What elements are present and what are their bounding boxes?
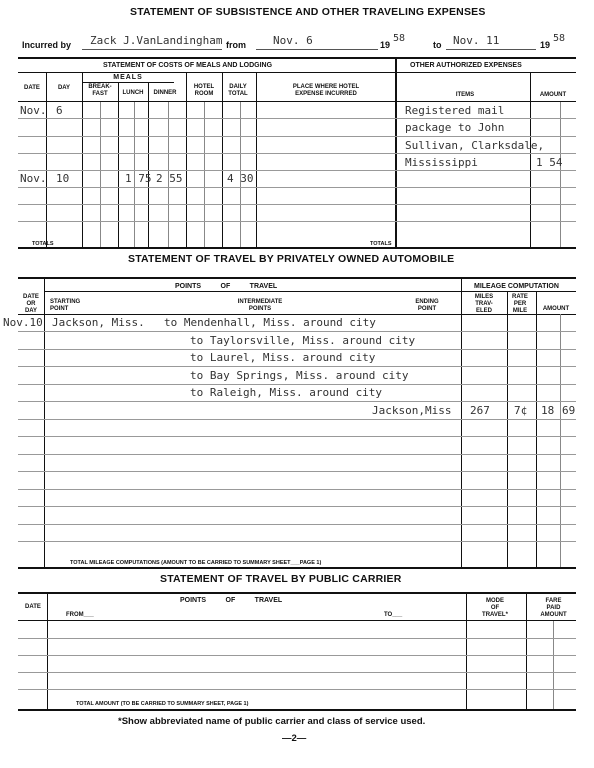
auto-col-date: DATE OR DAY: [23, 294, 39, 314]
public-from-label: FROM___: [66, 612, 94, 618]
other-item-line: Registered mail: [405, 104, 505, 117]
year-2: 58: [553, 33, 566, 44]
to-date: Nov. 11: [453, 34, 500, 47]
meals-group-header: MEALS: [113, 74, 143, 81]
auto-intermediate-point: to Bay Springs, Miss. around city: [190, 369, 409, 382]
other-item-line: package to John: [405, 121, 505, 134]
form-title: STATEMENT OF SUBSISTENCE AND OTHER TRAVELING EXPENSES: [130, 6, 486, 18]
meals-row-lunch: 1 75: [125, 172, 152, 185]
meals-col-day: DAY: [57, 85, 71, 91]
auto-col-amount: AMOUNT: [542, 306, 570, 312]
auto-total-label: TOTAL MILEAGE COMPUTATIONS (AMOUNT TO BE CARRIED TO SUMMARY SHEET___PAGE 1): [70, 560, 322, 566]
auto-start-point: Jackson, Miss.: [52, 316, 145, 329]
meals-col-dinner: DINNER: [153, 90, 177, 96]
auto-intermediate-point: to Laurel, Miss. around city: [190, 351, 376, 364]
to-label: to: [433, 40, 442, 50]
auto-intermediate-point: to Raleigh, Miss. around city: [190, 386, 383, 399]
other-item-line: Mississippi: [405, 156, 478, 169]
public-col-fare: FARE PAID AMOUNT: [540, 598, 567, 618]
public-to-label: TO___: [384, 612, 403, 618]
auto-intermediate-point: to Taylorsville, Miss. around city: [190, 334, 416, 347]
auto-col-start: STARTING POINT: [50, 299, 81, 312]
meals-row-dinner: 2 55: [156, 172, 183, 185]
auto-col-intermediate: INTERMEDIATE POINTS: [237, 299, 283, 312]
public-col-date: DATE: [25, 604, 41, 610]
auto-points-header: POINTS OF TRAVEL: [175, 283, 278, 290]
traveler-name: Zack J.VanLandingham: [90, 34, 223, 47]
auto-col-rate: RATE PER MILE: [512, 294, 528, 314]
meals-col-hotel: HOTEL ROOM: [193, 84, 215, 97]
public-points-header: POINTS OF TRAVEL: [180, 597, 283, 604]
from-label: from: [226, 40, 246, 50]
public-total-label: TOTAL AMOUNT (TO BE CARRIED TO SUMMARY SHEET, PAGE 1): [76, 701, 249, 707]
public-heading: STATEMENT OF TRAVEL BY PUBLIC CARRIER: [160, 573, 402, 585]
other-col-amount: AMOUNT: [539, 92, 567, 98]
auto-mileage-header: MILEAGE COMPUTATION: [474, 283, 559, 290]
meals-totals-label: TOTALS: [32, 241, 54, 247]
other-totals-label: TOTALS: [370, 241, 392, 247]
meals-row-date: Nov.: [20, 172, 47, 185]
page-number: —2—: [282, 733, 307, 744]
public-col-mode: MODE OF TRAVEL*: [482, 598, 508, 618]
meals-row-day: 6: [56, 104, 63, 117]
auto-amount-cents: 69: [562, 404, 576, 417]
from-date: Nov. 6: [273, 34, 313, 47]
year-1: 58: [393, 33, 406, 44]
auto-amount-dollars: 18: [541, 404, 555, 417]
auto-ending-point: Jackson,Miss: [372, 404, 452, 417]
meals-col-place: PLACE WHERE HOTEL EXPENSE INCURRED: [292, 84, 360, 97]
auto-col-miles: MILES TRAV- ELED: [474, 294, 494, 314]
auto-date: Nov.10: [3, 316, 43, 329]
meals-row-daily: 4 30: [227, 172, 254, 185]
meals-col-lunch: LUNCH: [122, 90, 144, 96]
other-item-line: Sullivan, Clarksdale,: [405, 139, 545, 152]
auto-col-end: ENDING POINT: [415, 299, 439, 312]
meals-row-day: 10: [56, 172, 70, 185]
meals-col-date: DATE: [24, 85, 40, 91]
auto-miles: 267: [470, 404, 490, 417]
meals-col-breakfast: BREAK- FAST: [88, 84, 112, 97]
auto-intermediate-point: to Mendenhall, Miss. around city: [164, 316, 376, 329]
other-expenses-heading: OTHER AUTHORIZED EXPENSES: [410, 62, 522, 69]
other-col-items: ITEMS: [455, 92, 475, 98]
other-item-amount: 1 54: [536, 156, 563, 169]
incurred-by-label: Incurred by: [22, 40, 72, 50]
footnote: *Show abbreviated name of public carrier and class of service used.: [118, 716, 426, 727]
meals-heading: STATEMENT OF COSTS OF MEALS AND LODGING: [103, 62, 273, 69]
year-prefix-2: 19: [540, 40, 551, 50]
year-prefix-1: 19: [380, 40, 391, 50]
auto-heading: STATEMENT OF TRAVEL BY PRIVATELY OWNED AUTOMOBILE: [128, 253, 455, 265]
meals-row-date: Nov.: [20, 104, 47, 117]
auto-rate: 7¢: [514, 404, 528, 417]
meals-col-daily: DAILY TOTAL: [228, 84, 248, 97]
